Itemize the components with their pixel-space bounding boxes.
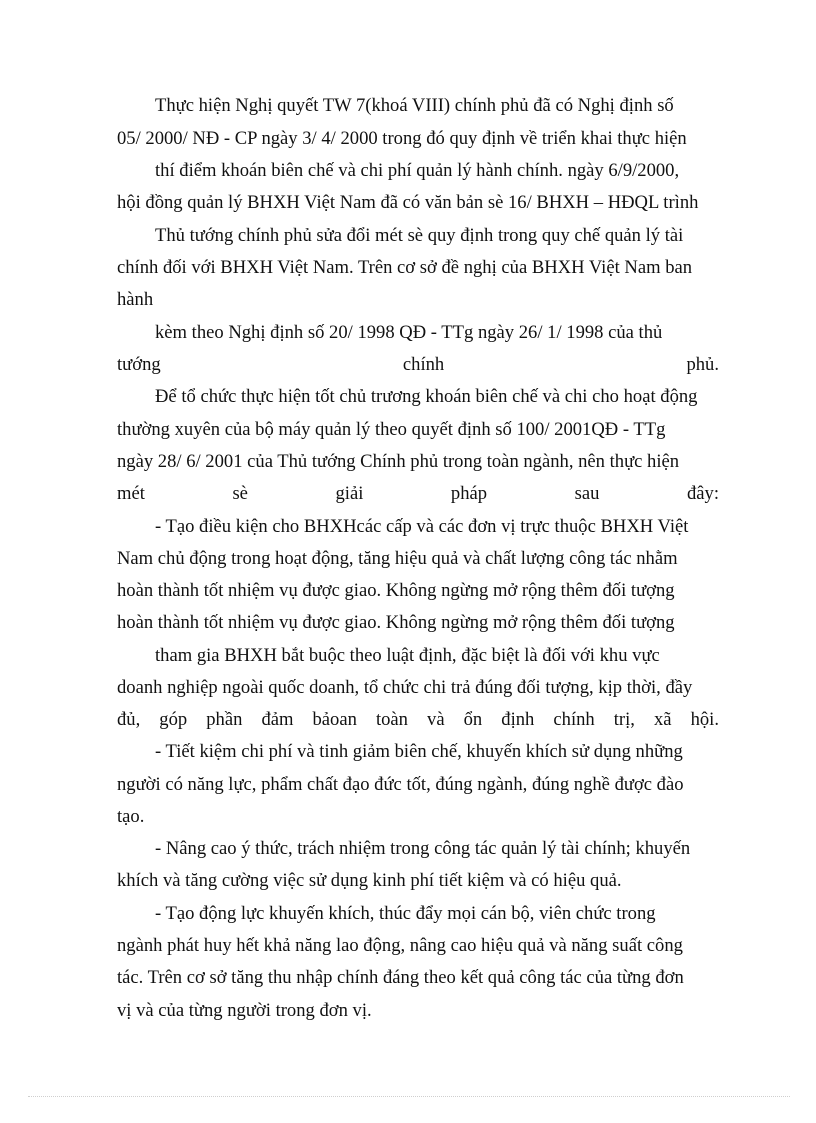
text-line: hoàn thành tốt nhiệm vụ được giao. Không ngừng mở rộng thêm đối tượng: [117, 580, 675, 601]
text-line: tạo.: [117, 806, 145, 827]
text-line: mét sè giải pháp sau đây:: [117, 483, 719, 504]
text-line: 05/ 2000/ NĐ - CP ngày 3/ 4/ 2000 trong đó quy định về triển khai thực hiện: [117, 128, 687, 149]
text-line: vị và của từng người trong đơn vị.: [117, 1000, 372, 1021]
text-line: - Tạo điều kiện cho BHXHcác cấp và các đơn vị trực thuộc BHXH Việt: [155, 516, 689, 537]
text-line: hoàn thành tốt nhiệm vụ được giao. Không ngừng mở rộng thêm đối tượng: [117, 612, 675, 633]
text-line: chính đối với BHXH Việt Nam. Trên cơ sở đề nghị của BHXH Việt Nam ban: [117, 257, 693, 278]
text-line: ngày 28/ 6/ 2001 của Thủ tướng Chính phủ trong toàn ngành, nên thực hiện: [117, 451, 680, 472]
text-line: hội đồng quản lý BHXH Việt Nam đã có văn bản sè 16/ BHXH – HĐQL trình: [117, 192, 699, 213]
text-line: khích và tăng cường việc sử dụng kinh phí tiết kiệm và có hiệu quả.: [117, 870, 622, 891]
text-line: Thực hiện Nghị quyết TW 7(khoá VIII) chính phủ đã có Nghị định số: [155, 95, 674, 116]
text-line: đủ, góp phần đảm bảoan toàn và ổn định chính trị, xã hội.: [117, 709, 719, 730]
text-line: Thủ tướng chính phủ sửa đổi mét sè quy định trong quy chế quản lý tài: [155, 225, 684, 246]
text-line: kèm theo Nghị định số 20/ 1998 QĐ - TTg ngày 26/ 1/ 1998 của thủ: [155, 322, 663, 343]
text-line: thường xuyên của bộ máy quản lý theo quyết định số 100/ 2001QĐ - TTg: [117, 419, 666, 440]
text-line: người có năng lực, phẩm chất đạo đức tốt, đúng ngành, đúng nghề được đào: [117, 774, 684, 795]
text-line: - Nâng cao ý thức, trách nhiệm trong công tác quản lý tài chính; khuyến: [155, 838, 691, 859]
text-line: tác. Trên cơ sở tăng thu nhập chính đáng theo kết quả công tác của từng đơn: [117, 967, 684, 988]
text-line: Để tổ chức thực hiện tốt chủ trương khoán biên chế và chi cho hoạt động: [155, 386, 698, 407]
text-line: thí điểm khoán biên chế và chi phí quản lý hành chính. ngày 6/9/2000,: [155, 160, 680, 181]
text-line: hành: [117, 289, 154, 310]
text-line: - Tạo động lực khuyến khích, thúc đẩy mọi cán bộ, viên chức trong: [155, 903, 656, 924]
text-line: tướng chính phủ.: [117, 354, 719, 375]
text-line: doanh nghiệp ngoài quốc doanh, tổ chức chi trả đúng đối tượng, kịp thời, đầy: [117, 677, 693, 698]
text-line: ngành phát huy hết khả năng lao động, nâng cao hiệu quả và năng suất công: [117, 935, 683, 956]
text-line: Nam chủ động trong hoạt động, tăng hiệu quả và chất lượng công tác nhằm: [117, 548, 678, 569]
page-bottom-divider: [28, 1096, 790, 1097]
text-line: - Tiết kiệm chi phí và tinh giảm biên chế, khuyến khích sử dụng những: [155, 741, 683, 762]
text-line: tham gia BHXH bắt buộc theo luật định, đặc biệt là đối với khu vực: [155, 645, 660, 666]
